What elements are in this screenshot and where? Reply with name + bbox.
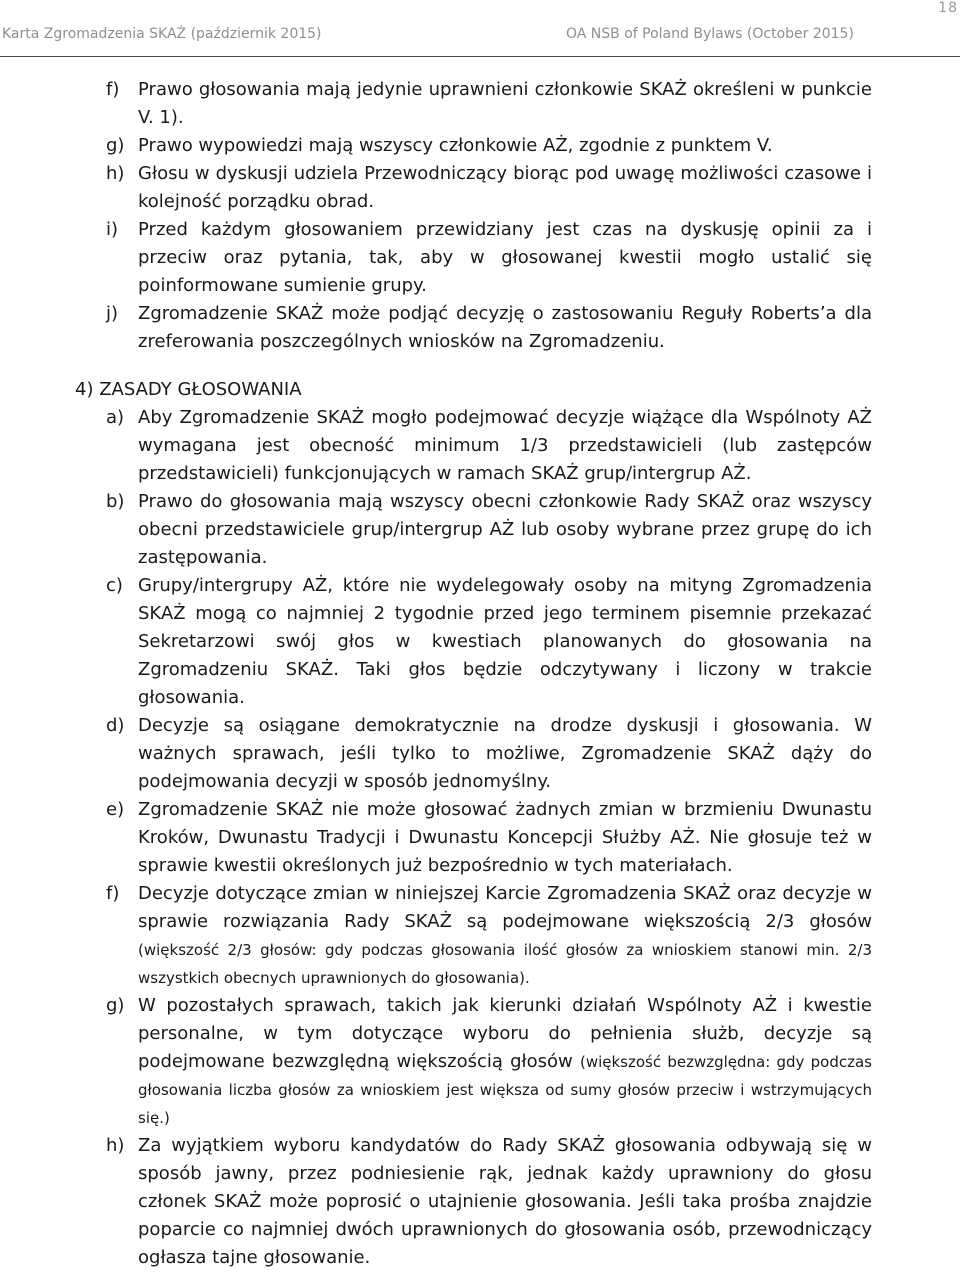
voting-item-h [106,1132,872,1272]
list-note: (większość 2/3 głosów: gdy podczas głosowania ilość głosów za wnioskiem stanowi min. 2/3 wszystkich obecnych uprawnionych do głosowania). [138,941,872,987]
list-label: b) [106,491,125,512]
list-text: Decyzje są osiągane demokratycznie na drodze dyskusji i głosowania. W ważnych sprawach, jeśli tylko to możliwe, Zgromadzenie SKAŻ dąży do podejmowania decyzji w sposób jednomyślny. [138,715,872,792]
list-label: g) [106,995,125,1016]
list-label: a) [106,407,125,428]
list-item-i [106,216,872,300]
header-divider [0,56,960,57]
list-item-j [106,300,872,356]
voting-item-f [106,880,872,992]
list-note: (większość bezwzględna: gdy podczas głosowania liczba głosów za wnioskiem jest większa od sumy głosów przeciw i wstrzymujących się.) [138,1053,872,1127]
page-header [0,26,960,50]
header-left-title: Karta Zgromadzenia SKAŻ (październik 2015) [2,26,322,42]
list-text: Prawo do głosowania mają wszyscy obecni członkowie Rady SKAŻ oraz wszyscy obecni przedstawiciele grup/intergrup AŻ lub osoby wybrane przez grupę do ich zastępowania. [138,491,872,568]
list-text: Zgromadzenie SKAŻ nie może głosować żadnych zmian w brzmieniu Dwunastu Kroków, Dwunastu Tradycji i Dwunastu Koncepcji Służby AŻ. Nie głosuje też w sprawie kwestii określonych już bezpośrednio w tych materiałach. [138,799,872,876]
list-text: Głosu w dyskusji udziela Przewodniczący biorąc pod uwagę możliwości czasowe i kolejność porządku obrad. [138,163,872,212]
voting-item-d [106,712,872,796]
list-label: f) [106,883,120,904]
voting-item-a [106,404,872,488]
list-label: h) [106,1135,125,1156]
list-item-g [106,132,872,160]
section-title-voting-rules: 4) ZASADY GŁOSOWANIA [75,379,302,400]
header-right-title: OA NSB of Poland Bylaws (October 2015) [566,26,854,42]
list-label: f) [106,79,120,100]
voting-item-g [106,992,872,1132]
list-text: W pozostałych sprawach, takich jak kierunki działań Wspólnoty AŻ i kwestie personalne, w tym dotyczące wyboru do pełnienia służb, decyzje są podejmowane bezwzględną większością głosów [138,995,872,1072]
list-label: e) [106,799,125,820]
list-label: j) [106,303,119,324]
list-label: i) [106,219,119,240]
list-item-h [106,160,872,216]
list-label: g) [106,135,125,156]
page-number: 18 [938,0,958,16]
list-text: Za wyjątkiem wyboru kandydatów do Rady SKAŻ głosowania odbywają się w sposób jawny, przez podniesienie rąk, jednak każdy uprawniony do głosu członek SKAŻ może poprosić o utajnienie głosowania. Jeśli taka prośba znajdzie poparcie co najmniej dwóch uprawnionych do głosowania osób, przewodniczący ogłasza tajne głosowanie. [138,1135,872,1268]
list-text: Grupy/intergrupy AŻ, które nie wydelegowały osoby na mityng Zgromadzenia SKAŻ mogą co najmniej 2 tygodnie przed jego terminem pisemnie przekazać Sekretarzowi swój głos w kwestiach planowanych do głosowania na Zgromadzeniu SKAŻ. Taki głos będzie odczytywany i liczony w trakcie głosowania. [138,575,872,708]
list-label: d) [106,715,125,736]
list-text: Przed każdym głosowaniem przewidziany jest czas na dyskusję opinii za i przeciw oraz pytania, tak, aby w głosowanej kwestii mogło ustalić się poinformowane sumienie grupy. [138,219,872,296]
voting-item-b [106,488,872,572]
list-text: Prawo głosowania mają jedynie uprawnieni członkowie SKAŻ określeni w punkcie V. 1). [138,79,872,128]
list-text: Decyzje dotyczące zmian w niniejszej Karcie Zgromadzenia SKAŻ oraz decyzje w sprawie rozwiązania Rady SKAŻ są podejmowane większością 2/3 głosów [138,883,872,932]
voting-item-c [106,572,872,712]
list-label: c) [106,575,123,596]
list-text: Prawo wypowiedzi mają wszyscy członkowie AŻ, zgodnie z punktem V. [138,135,773,156]
document-body [0,76,960,1272]
list-label: h) [106,163,125,184]
voting-item-e [106,796,872,880]
list-item-f [106,76,872,132]
list-text: Aby Zgromadzenie SKAŻ mogło podejmować decyzje wiążące dla Wspólnoty AŻ wymagana jest obecność minimum 1/3 przedstawicieli (lub zastępców przedstawicieli) funkcjonujących w ramach SKAŻ grup/intergrup AŻ. [138,407,872,484]
list-text: Zgromadzenie SKAŻ może podjąć decyzję o zastosowaniu Reguły Roberts’a dla zreferowania poszczególnych wniosków na Zgromadzeniu. [138,303,872,352]
